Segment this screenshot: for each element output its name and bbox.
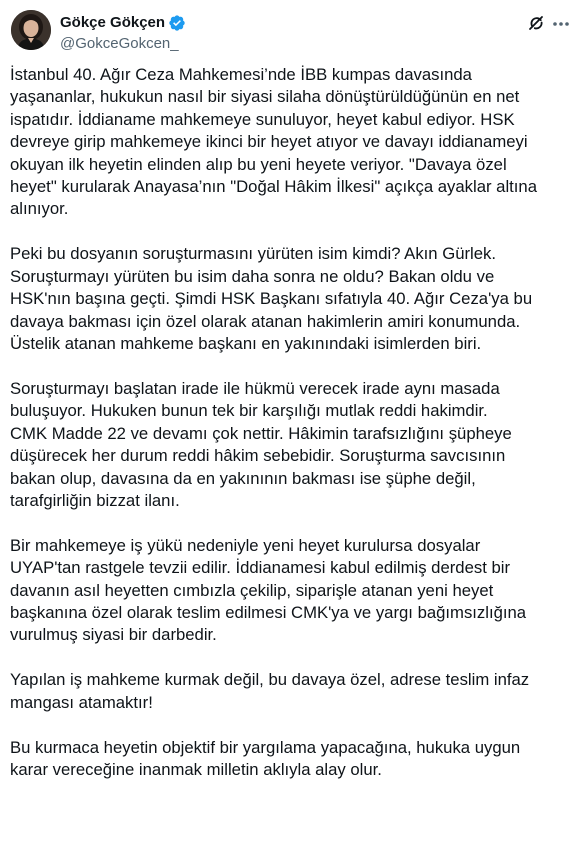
tweet-paragraph: Peki bu dosyanın soruşturmasını yürüten isim kimdi? Akın Gürlek. Soruşturmayı yürüten bu isim daha sonra ne oldu? Bakan oldu ve HSK'nın başına geçti. Şimdi HSK Başkanı sıfatıyla 40. Ağır Ceza'ya bu davaya bakması için özel olarak atanan hakimlerin amiri konumunda. Üstelik atanan mahkeme başkanı en yakınındaki isimlerden biri. (10, 244, 533, 353)
tweet-paragraph: İstanbul 40. Ağır Ceza Mahkemesi’nde İBB kumpas davasında yaşananlar, hukukun nasıl bir siyasi silaha dönüştürüldüğünün en net ispatıdır. İddianame mahkemeye sunuluyor, heyet kabul ediyor. HSK devreye girip mahkemeye ikinci bir heyet atıyor ve davayı iddianameyi okuyan ilk heyetin elinden alıp bu yeni heyete veriyor. "Davaya özel heyet" kurularak Anayasa’nın "Doğal Hâkim İlkesi" açıkça ayaklar altına alınıyor. (10, 65, 537, 219)
tweet-header (0, 0, 580, 60)
tweet-paragraph: Soruşturmayı başlatan irade ile hükmü verecek irade aynı masada buluşuyor. Hukuken bunun tek bir karşılığı mutlak reddi hakimdir. CMK Madde 22 ve devamı çok nettir. Hâkimin tarafsızlığını şüpheye düşürecek her durum reddi hâkim sebebidir. Soruşturma savcısının bakan olup, davasına da en yakınının bakması ise şüphe değil, tarafgirliğin bizzat ilanı. (10, 378, 512, 510)
author-block (60, 13, 186, 54)
tweet-text (10, 64, 570, 781)
grok-icon[interactable] (526, 13, 546, 33)
handle[interactable]: @GokceGokcen_ (60, 35, 179, 52)
display-name[interactable]: Gökçe Gökçen (60, 14, 166, 31)
profile-photo-icon (11, 10, 51, 50)
tweet-paragraph: Bu kurmaca heyetin objektif bir yargılama yapacağına, hukuka uygun karar vereceğine inanmak milletin aklıyla alay olur. (10, 737, 521, 780)
tweet-paragraph: Bir mahkemeye iş yükü nedeniyle yeni heyet kurulursa dosyalar UYAP'tan rastgele tevzii edilir. İddianamesi kabul edilmiş derdest bir davanın asıl heyetten cımbızla çekilip, siparişle atanan yeni heyet başkanına özel olarak teslim edilmesi CMK'ya ve yargı bağımsızlığına vurulmuş siyasi bir darbedir. (10, 535, 527, 645)
avatar[interactable] (11, 10, 51, 50)
verified-badge-icon (168, 14, 186, 32)
display-name-row (60, 13, 186, 33)
more-options-icon[interactable] (551, 14, 571, 34)
tweet-paragraph: Yapılan iş mahkeme kurmak değil, bu davaya özel, adrese teslim infaz mangası atamaktır! (10, 670, 530, 712)
